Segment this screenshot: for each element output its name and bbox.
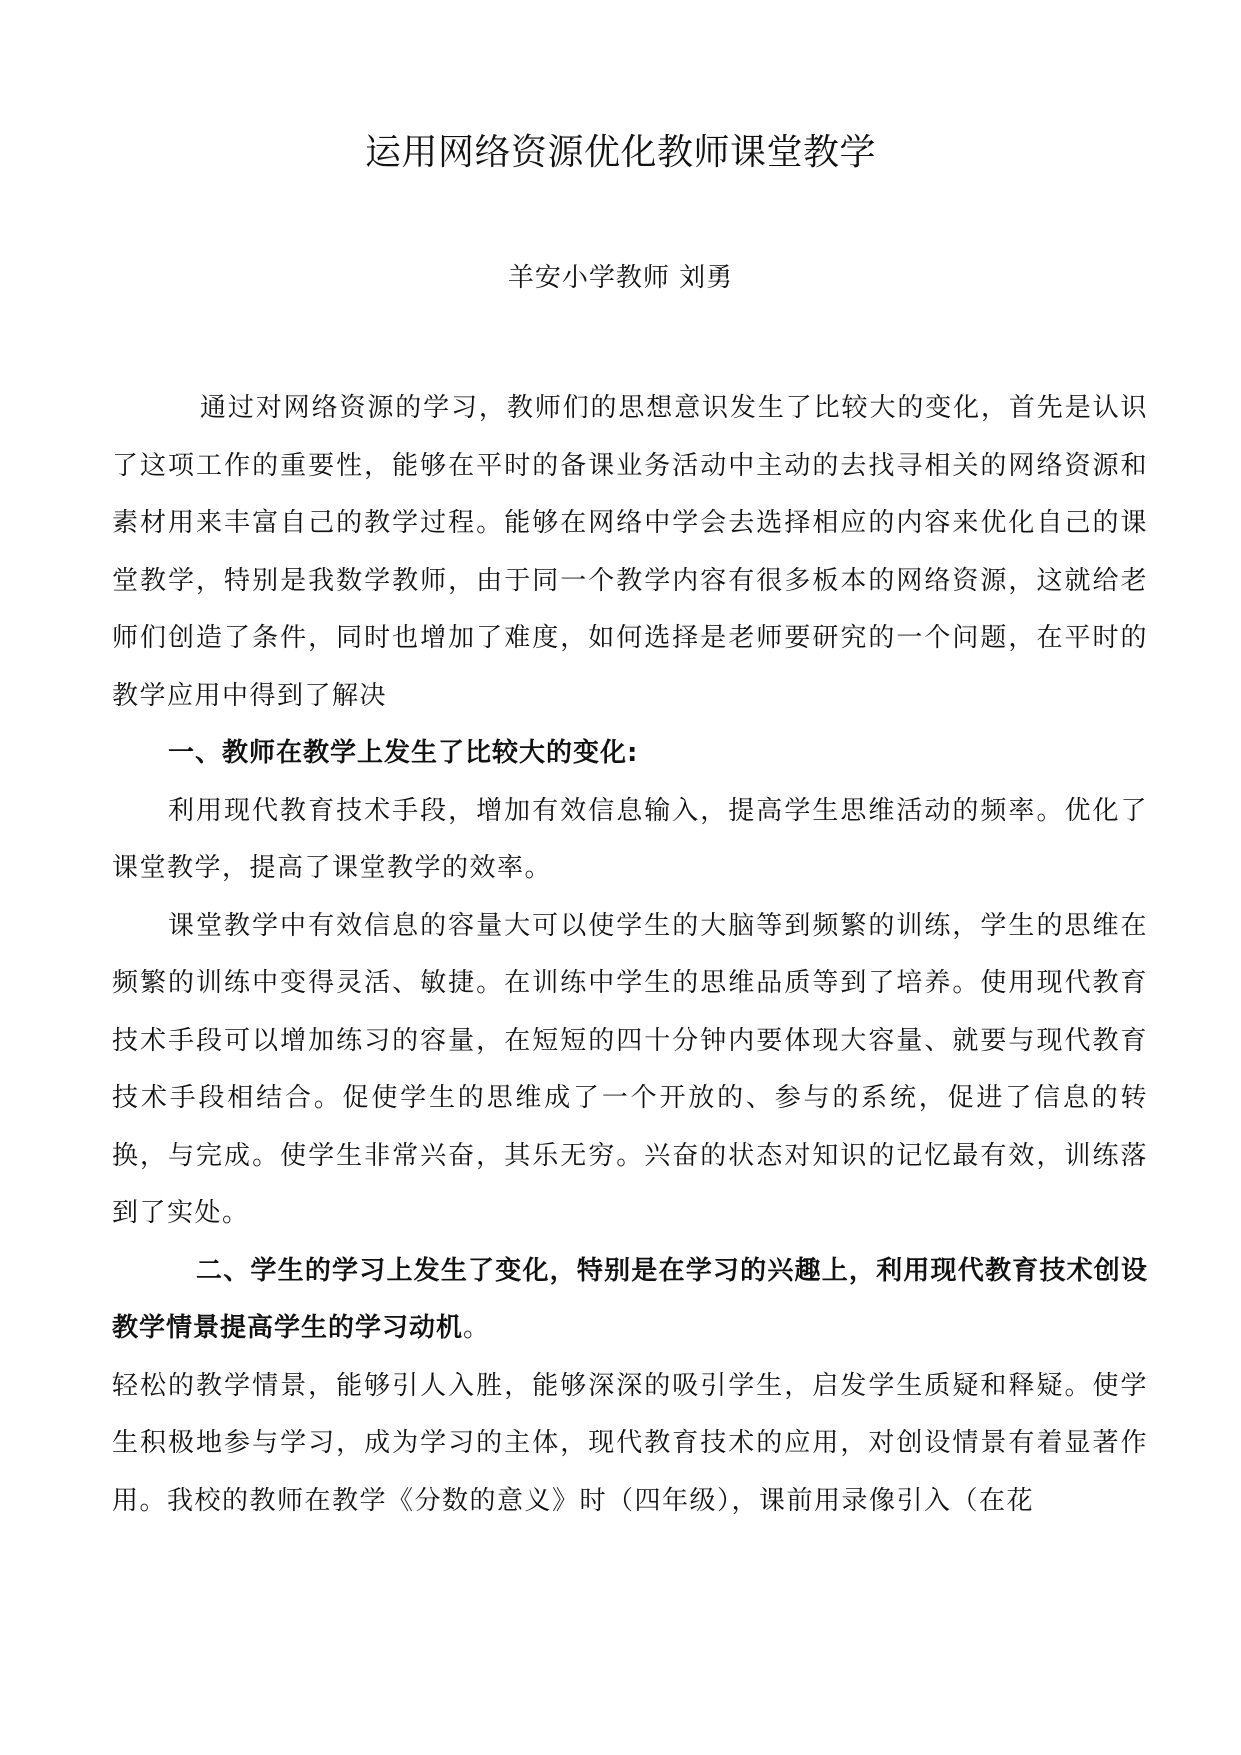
paragraph-section2-a: 轻松的教学情景，能够引人入胜，能够深深的吸引学生，启发学生质疑和释疑。使学生积极地参与学习，成为学习的主体，现代教育技术的应用，对创设情景有着显著作用。我校的教师在教学《分数的意义》时（四年级），课前用录像引入（在花: [112, 1370, 1148, 1516]
paragraph-section1-b: 课堂教学中有效信息的容量大可以使学生的大脑等到频繁的训练，学生的思维在频繁的训练中变得灵活、敏捷。在训练中学生的思维品质等到了培养。使用现代教育技术手段可以增加练习的容量，在短短的四十分钟内要体现大容量、就要与现代教育技术手段相结合。促使学生的思维成了一个开放的、参与的系统，促进了信息的转换，与完成。使学生非常兴奋，其乐无穷。兴奋的状态对知识的记忆最有效，训练落到了实处。: [112, 910, 1148, 1228]
document-body: [112, 380, 1148, 1530]
document-author: 羊安小学教师 刘勇: [507, 263, 734, 293]
section-heading-2-block: [112, 1243, 1148, 1358]
section-heading-2: 二、学生的学习上发生了变化，特别是在学习的兴趣上，利用现代教育技术创设教学情景提高学生的学习动机: [112, 1255, 1148, 1343]
paragraph-section1-a: 利用现代教育技术手段，增加有效信息输入，提高学生思维活动的频率。优化了课堂教学，提高了课堂教学的效率。: [112, 795, 1148, 883]
section-heading-1: 一、教师在教学上发生了比较大的变化:: [168, 738, 639, 768]
section-heading-2-period: 。: [463, 1313, 491, 1343]
paragraph-intro: 通过对网络资源的学习，教师们的思想意识发生了比较大的变化，首先是认识了这项工作的重要性，能够在平时的备课业务活动中主动的去找寻相关的网络资源和素材用来丰富自己的教学过程。能够在网络中学会去选择相应的内容来优化自己的课堂教学，特别是我数学教师，由于同一个教学内容有很多板本的网络资源，这就给老师们创造了条件，同时也增加了难度，如何选择是老师要研究的一个问题，在平时的教学应用中得到了解决: [112, 393, 1148, 711]
document-title: 运用网络资源优化教师课堂教学: [364, 132, 876, 173]
